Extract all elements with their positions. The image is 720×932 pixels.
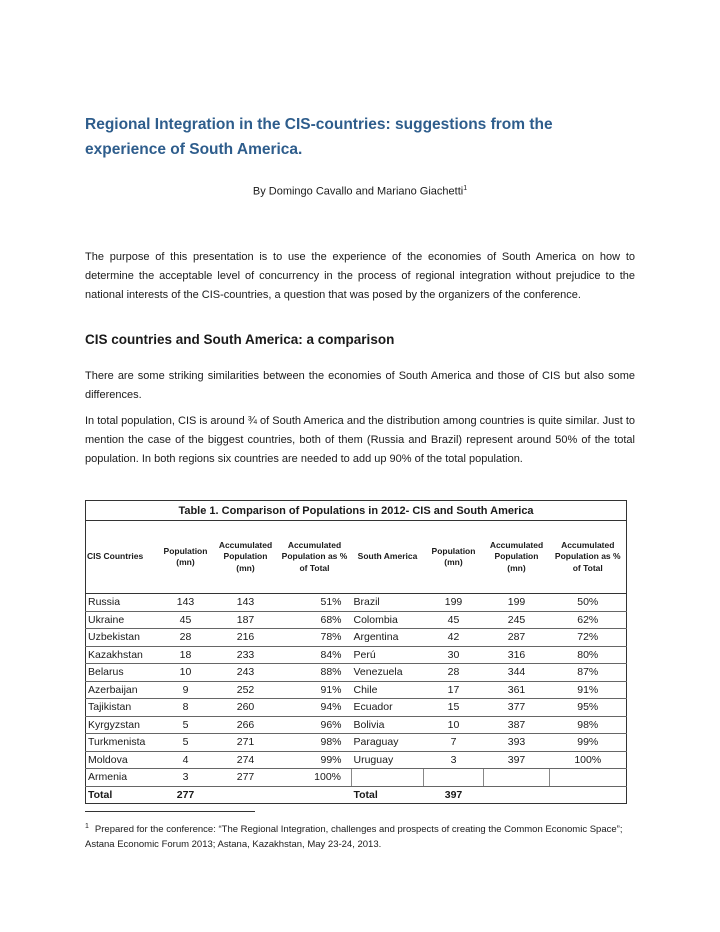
sa-accumulated-pct-cell: 87% — [550, 664, 627, 682]
table-row — [86, 611, 627, 629]
document-title: Regional Integration in the CIS-countries: suggestions from the experience of South America. — [85, 116, 553, 158]
sa-accumulated-pct-cell: 98% — [550, 716, 627, 734]
table-row — [86, 699, 627, 717]
sa-accumulated-cell: 245 — [484, 611, 550, 629]
sa-accumulated-cell: 361 — [484, 681, 550, 699]
header-accumulated-population: Accumulated Population (mn) — [214, 521, 278, 594]
sa-country-cell: Bolivia — [352, 716, 424, 734]
header-accumulated-pct: Accumulated Population as % of Total — [278, 521, 352, 594]
cis-accumulated-cell: 260 — [214, 699, 278, 717]
header-cis-countries: CIS Countries — [86, 521, 158, 594]
sa-accumulated-cell: 344 — [484, 664, 550, 682]
footnote-reference: 1 — [463, 185, 468, 192]
cis-population-cell: 4 — [158, 751, 214, 769]
table-row — [86, 594, 627, 612]
cis-accumulated-pct-cell: 51% — [278, 594, 352, 612]
cis-accumulated-cell: 252 — [214, 681, 278, 699]
cis-accumulated-cell: 143 — [214, 594, 278, 612]
cis-country-cell: Tajikistan — [86, 699, 158, 717]
cis-accumulated-cell: 271 — [214, 734, 278, 752]
header-south-america: South America — [352, 521, 424, 594]
table-body — [86, 594, 627, 787]
table-row — [86, 769, 627, 787]
table-row — [86, 681, 627, 699]
sa-accumulated-pct-cell: 100% — [550, 751, 627, 769]
sa-population-cell: 10 — [424, 716, 484, 734]
cis-country-cell: Uzbekistan — [86, 629, 158, 647]
cis-population-cell: 45 — [158, 611, 214, 629]
sa-country-cell: Chile — [352, 681, 424, 699]
sa-population-cell: 28 — [424, 664, 484, 682]
population-table-container — [85, 500, 626, 804]
sa-population-cell: 30 — [424, 646, 484, 664]
sa-country-cell: Perú — [352, 646, 424, 664]
cis-country-cell: Azerbaijan — [86, 681, 158, 699]
header-sa-population: Population (mn) — [424, 521, 484, 594]
header-population: Population (mn) — [158, 521, 214, 594]
cis-population-cell: 9 — [158, 681, 214, 699]
cis-accumulated-pct-cell: 96% — [278, 716, 352, 734]
cis-accumulated-cell: 274 — [214, 751, 278, 769]
sa-accumulated-cell: 377 — [484, 699, 550, 717]
total-label: Total — [86, 786, 158, 804]
cis-accumulated-pct-cell: 91% — [278, 681, 352, 699]
intro-paragraph: The purpose of this presentation is to use the experience of the economies of South America on how to determine the acceptable level of concurrency in the process of regional integration without prejudice to the national interests of the CIS-countries, a question that was posed by the organizers of the conference. — [85, 251, 635, 301]
cis-country-cell: Belarus — [86, 664, 158, 682]
cis-population-cell: 5 — [158, 716, 214, 734]
table-header-row — [86, 521, 627, 594]
cis-population-cell: 5 — [158, 734, 214, 752]
sa-total-label: Total — [352, 786, 424, 804]
table-row — [86, 734, 627, 752]
table-caption-row — [86, 501, 627, 521]
sa-accumulated-pct-cell: 72% — [550, 629, 627, 647]
footnote-marker: 1 — [85, 823, 89, 830]
cis-accumulated-cell: 187 — [214, 611, 278, 629]
cis-accumulated-cell: 266 — [214, 716, 278, 734]
empty-cell — [484, 786, 550, 804]
sa-country-cell: Uruguay — [352, 751, 424, 769]
cis-population-cell: 10 — [158, 664, 214, 682]
sa-population-cell: 7 — [424, 734, 484, 752]
sa-accumulated-pct-cell: 50% — [550, 594, 627, 612]
sa-population-cell — [424, 769, 484, 787]
population-comparison-table — [85, 500, 627, 804]
sa-accumulated-cell: 393 — [484, 734, 550, 752]
sa-accumulated-pct-cell: 95% — [550, 699, 627, 717]
sa-accumulated-pct-cell: 80% — [550, 646, 627, 664]
sa-accumulated-cell: 397 — [484, 751, 550, 769]
cis-accumulated-pct-cell: 88% — [278, 664, 352, 682]
sa-accumulated-pct-cell: 62% — [550, 611, 627, 629]
footnote-text: Prepared for the conference: “The Regional Integration, challenges and prospects of creating the Common Economic Space”; Astana Economic Forum 2013; Astana, Kazakhstan, May 23-24, 2013. — [85, 824, 623, 851]
cis-accumulated-pct-cell: 78% — [278, 629, 352, 647]
sa-accumulated-pct-cell: 91% — [550, 681, 627, 699]
empty-cell — [550, 786, 627, 804]
sa-country-cell: Argentina — [352, 629, 424, 647]
table-row — [86, 716, 627, 734]
sa-accumulated-cell: 287 — [484, 629, 550, 647]
cis-accumulated-pct-cell: 84% — [278, 646, 352, 664]
sa-population-cell: 17 — [424, 681, 484, 699]
cis-country-cell: Armenia — [86, 769, 158, 787]
cis-accumulated-pct-cell: 98% — [278, 734, 352, 752]
sa-country-cell — [352, 769, 424, 787]
sa-accumulated-cell: 316 — [484, 646, 550, 664]
population-paragraph: In total population, CIS is around ¾ of South America and the distribution among countries is quite similar. Just to mention the case of the biggest countries, both of them (Russia and Brazil) represent around 50% of the total population. In both regions six countries are needed to add up 90% of the total population. — [85, 415, 635, 465]
table-row — [86, 664, 627, 682]
sa-country-cell: Paraguay — [352, 734, 424, 752]
cis-country-cell: Ukraine — [86, 611, 158, 629]
table-caption: Table 1. Comparison of Populations in 2012- CIS and South America — [86, 501, 627, 521]
sa-country-cell: Ecuador — [352, 699, 424, 717]
cis-country-cell: Russia — [86, 594, 158, 612]
sa-country-cell: Brazil — [352, 594, 424, 612]
sa-population-cell: 199 — [424, 594, 484, 612]
sa-accumulated-cell — [484, 769, 550, 787]
section-heading: CIS countries and South America: a comparison — [85, 332, 395, 347]
cis-country-cell: Moldova — [86, 751, 158, 769]
sa-population-cell: 42 — [424, 629, 484, 647]
cis-country-cell: Kazakhstan — [86, 646, 158, 664]
cis-population-cell: 3 — [158, 769, 214, 787]
cis-accumulated-cell: 277 — [214, 769, 278, 787]
cis-population-cell: 143 — [158, 594, 214, 612]
empty-cell — [214, 786, 278, 804]
cis-accumulated-cell: 243 — [214, 664, 278, 682]
cis-population-cell: 28 — [158, 629, 214, 647]
cis-accumulated-pct-cell: 94% — [278, 699, 352, 717]
header-sa-accumulated-pct: Accumulated Population as % of Total — [550, 521, 627, 594]
sa-population-cell: 3 — [424, 751, 484, 769]
cis-accumulated-pct-cell: 68% — [278, 611, 352, 629]
cis-population-cell: 8 — [158, 699, 214, 717]
sa-population-cell: 15 — [424, 699, 484, 717]
sa-accumulated-pct-cell — [550, 769, 627, 787]
header-sa-accumulated-population: Accumulated Population (mn) — [484, 521, 550, 594]
sa-population-cell: 45 — [424, 611, 484, 629]
table-row — [86, 646, 627, 664]
sa-total-value: 397 — [424, 786, 484, 804]
cis-population-cell: 18 — [158, 646, 214, 664]
sa-accumulated-cell: 387 — [484, 716, 550, 734]
footnote — [85, 819, 645, 852]
footnote-separator — [85, 811, 255, 812]
cis-accumulated-pct-cell: 100% — [278, 769, 352, 787]
empty-cell — [278, 786, 352, 804]
sa-accumulated-cell: 199 — [484, 594, 550, 612]
sa-accumulated-pct-cell: 99% — [550, 734, 627, 752]
table-total-row — [86, 786, 627, 804]
cis-accumulated-cell: 233 — [214, 646, 278, 664]
cis-country-cell: Kyrgyzstan — [86, 716, 158, 734]
cis-accumulated-cell: 216 — [214, 629, 278, 647]
table-row — [86, 751, 627, 769]
byline-text: By Domingo Cavallo and Mariano Giachetti — [252, 185, 464, 198]
cis-total-value: 277 — [158, 786, 214, 804]
cis-country-cell: Turkmenista — [86, 734, 158, 752]
cis-accumulated-pct-cell: 99% — [278, 751, 352, 769]
byline — [85, 185, 635, 198]
similarities-paragraph: There are some striking similarities between the economies of South America and those of CIS but also some differences. — [85, 370, 635, 401]
sa-country-cell: Colombia — [352, 611, 424, 629]
sa-country-cell: Venezuela — [352, 664, 424, 682]
table-row — [86, 629, 627, 647]
